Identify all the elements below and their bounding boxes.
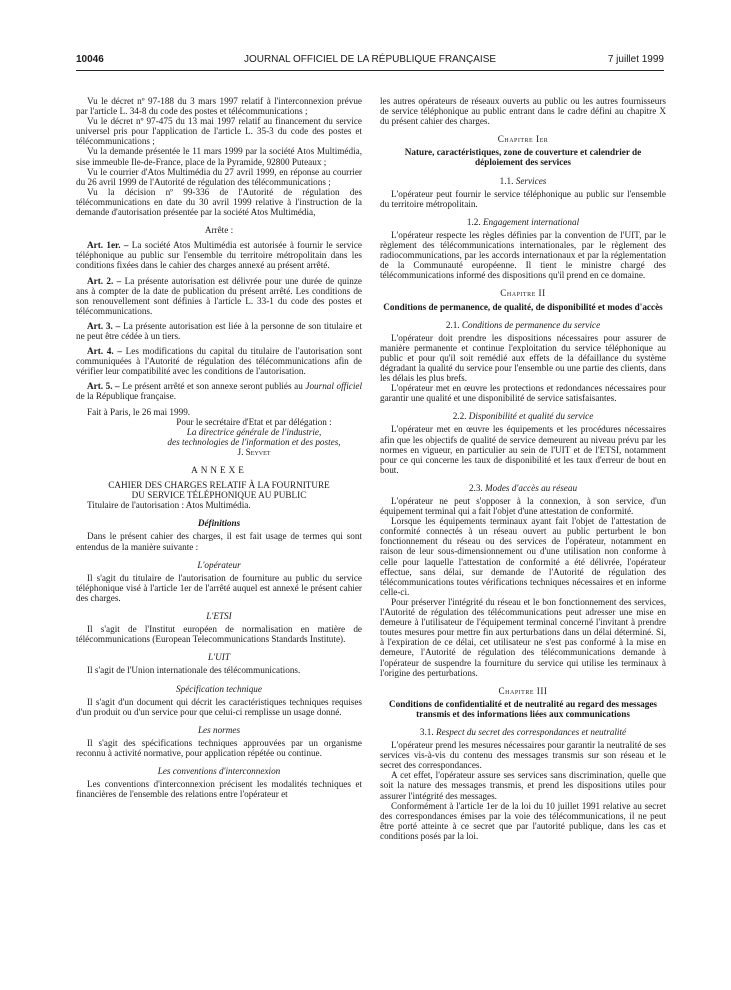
- article-4: [76, 346, 362, 376]
- section-title: Services: [515, 175, 547, 186]
- visa-paragraph: Vu le décret nº 97-188 du 3 mars 1997 relatif à l'interconnexion prévue par l'article L. 34-8 du code des postes et télécommunications ;: [76, 96, 362, 117]
- article-label: Art. 2. –: [87, 275, 122, 286]
- issue-date: 7 juillet 1999: [607, 54, 664, 65]
- section-text: A cet effet, l'opérateur assure ses services sans discrimination, quelle que soit la nature des messages transmis, et prend les dispositions utiles pour assurer l'intégrité des messages.: [380, 770, 666, 801]
- definition-text: Il s'agit des spécifications techniques approuvées par un organisme reconnu à activité normative, pour application répétée ou continue.: [76, 737, 362, 758]
- chapter-title: Conditions de permanence, de qualité, de disponibilité et modes d'accès: [383, 301, 663, 312]
- section-title: Modes d'accès au réseau: [485, 482, 578, 493]
- definition-term: Les conventions d'interconnexion: [157, 766, 281, 777]
- definition-term: L'UIT: [208, 652, 230, 663]
- continued-text: les autres opérateurs de réseaux ouverts au public ou les autres fournisseurs de service téléphonique au public entrant dans le cadre défini au chapitre X du présent cahier des charges.: [380, 96, 666, 127]
- article-label: Art. 1er. –: [87, 240, 129, 251]
- section-number: 2.1.: [445, 319, 460, 330]
- journal-officiel-ref: Journal officiel: [305, 381, 363, 392]
- definition-term: L'opérateur: [197, 559, 241, 570]
- titulaire-line: Titulaire de l'autorisation : Atos Multimédia.: [87, 500, 251, 511]
- section-number: 2.2.: [452, 411, 467, 422]
- section-text: Conformément à l'article 1er de la loi du 10 juillet 1991 relative au secret des correspondances émises par la voie des télécommunications, il ne peut être porté atteinte à ce secret que par l'autorité publique, dans les cas et conditions posés par la loi.: [380, 800, 666, 841]
- article-label: Art. 4. –: [87, 346, 122, 357]
- section-heading: [380, 176, 666, 186]
- section-heading: [380, 483, 666, 493]
- signature-line: Pour le secrétaire d'Etat et par délégation :: [176, 416, 332, 427]
- section-number: 2.3.: [468, 482, 483, 493]
- definitions-text: Dans le présent cahier des charges, il est fait usage de termes qui sont entendus de la manière suivante :: [76, 531, 362, 552]
- article-3: [76, 321, 362, 341]
- section-number: 3.1.: [419, 726, 434, 737]
- chapter-title: Conditions de confidentialité et de neutralité au regard des messages transmis et des informations liées aux communications: [388, 698, 658, 719]
- chapter-title: Nature, caractéristiques, zone de couverture et calendrier de déploiement des services: [404, 147, 642, 168]
- definition-text: Les conventions d'interconnexion précisent les modalités techniques et financières de l'ensemble des relations entre l'opérateur et: [76, 779, 362, 800]
- section-title: Respect du secret des correspondances et neutralité: [435, 726, 627, 737]
- definition-term: Spécification technique: [176, 683, 262, 694]
- section-title: Disponibilité et qualité du service: [468, 411, 594, 422]
- article-2: [76, 276, 362, 316]
- section-heading: [380, 727, 666, 737]
- article-text: La présente autorisation est liée à la personne de son titulaire et ne peut être cédée à un tiers.: [76, 320, 363, 341]
- definition-text: Il s'agit de l'Institut européen de normalisation en matière de télécommunications (European Telecommunications Standards Institute).: [76, 624, 362, 645]
- section-number: 1.2.: [466, 216, 481, 227]
- visa-paragraph: Vu la demande présentée le 11 mars 1999 par la société Atos Multimédia, sise immeuble Ile-de-France, place de la Pyramide, 92800 Puteaux ;: [76, 146, 362, 167]
- article-label: Art. 5. –: [87, 381, 120, 392]
- section-title: Conditions de permanence du service: [461, 319, 601, 330]
- article-text: Le présent arrêté et son annexe seront publiés au: [122, 381, 306, 392]
- definition-text: Il s'agit de l'Union internationale des télécommunications.: [87, 665, 301, 676]
- visa-paragraph: Vu le décret nº 97-475 du 13 mai 1997 relatif au financement du service universel pris pour l'application de l'article L. 35-3 du code des postes et télécommunications ;: [76, 116, 362, 147]
- chapter-heading: Chapitre III: [498, 685, 548, 696]
- article-label: Art. 3. –: [87, 320, 121, 331]
- cahier-title: CAHIER DES CHARGES RELATIF À LA FOURNITURE: [108, 480, 330, 491]
- page-header: [76, 50, 664, 71]
- article-text: La présente autorisation est délivrée pour une durée de quinze ans à compter de la date de publication du présent arrêté. Les conditions de son renouvellement sont définies à l'article L. 33-1 du code des postes et télécommunications.: [76, 275, 362, 316]
- signature-line: des technologies de l'information et des postes,: [167, 436, 341, 447]
- section-text: L'opérateur ne peut s'opposer à la connexion, à son service, d'un équipement terminal qui a fait l'objet d'une attestation de conformité.: [380, 496, 666, 517]
- article-text: La société Atos Multimédia est autorisée à fournir le service téléphonique au public sur l'ensemble du territoire métropolitain dans les conditions fixées dans le cahier des charges annexé au présent arrêté.: [76, 240, 362, 271]
- section-text: L'opérateur doit prendre les dispositions nécessaires pour assurer de manière permanente et continue l'exploitation du service téléphonique au public et pour qu'il soit remédié aux effets de la défaillance du système dégradant la qualité du service pour l'ensemble ou une partie des clients, dans les délais les plus brefs.: [380, 332, 666, 384]
- section-title: Engagement international: [482, 216, 580, 227]
- article-text: Les modifications du capital du titulaire de l'autorisation sont communiquées à l'Autorité de régulation des télécommunications afin de vérifier leur compatibilité avec les conditions de l'autorisation.: [76, 346, 363, 377]
- left-column: [76, 96, 362, 799]
- section-text: L'opérateur met en œuvre les équipements et les procédures nécessaires afin que les objectifs de qualité de service demeurent au niveau prévu par les normes en vigueur, en particulier au sein de l'UIT et de l'ETSI, notamment pour ce qui concerne les taux de disponibilité et les taux d'erreur de bout en bout.: [380, 424, 666, 475]
- section-heading: [380, 320, 666, 330]
- section-text: Pour préserver l'intégrité du réseau et le bon fonctionnement des services, l'Autorité de régulation des télécommunications peut adresser une mise en demeure à l'utilisateur de l'équipement terminal concerné l'invitant à prendre toutes mesures pour mettre fin aux perturbations dans un délai déterminé. Si, à l'expiration de ce délai, cet utilisateur ne s'est pas conformé à la mise en demeure, l'Autorité de régulation des télécommunications demande à l'opérateur de suspendre la fourniture du service qui utilise les terminaux à l'origine des perturbations.: [380, 596, 666, 678]
- cahier-title: DU SERVICE TÉLÉPHONIQUE AU PUBLIC: [131, 490, 307, 501]
- chapter-heading: Chapitre II: [500, 288, 546, 299]
- section-text: L'opérateur respecte les règles définies par la convention de l'UIT, par le règlement des télécommunications internationales, par le règlement des radiocommunications, par les accords internationaux et par la réglementation de la Communauté européenne. Il tient le ministre chargé des télécommunications informé des dispositions qu'il prend en ce domaine.: [380, 229, 666, 281]
- definition-text: Il s'agit du titulaire de l'autorisation de fourniture au public du service téléphonique visé à l'article 1er de l'arrêté auquel est annexé le présent cahier des charges.: [76, 572, 362, 603]
- chapter-heading: Chapitre Ier: [497, 134, 549, 145]
- fait-line: Fait à Paris, le 26 mai 1999.: [87, 406, 191, 417]
- section-heading: [380, 411, 666, 421]
- article-1: [76, 240, 362, 270]
- signature-line: La directrice générale de l'industrie,: [186, 426, 322, 437]
- section-text: L'opérateur met en œuvre les protections et redondances nécessaires pour garantir une qualité et une disponibilité de service satisfaisantes.: [380, 383, 666, 404]
- signatory-name: J. Seyvet: [237, 446, 271, 457]
- arrete-heading: Arrête :: [204, 225, 234, 236]
- page-number: 10046: [76, 54, 104, 65]
- journal-title: JOURNAL OFFICIEL DE LA RÉPUBLIQUE FRANÇAISE: [243, 54, 497, 65]
- section-text: L'opérateur prend les mesures nécessaires pour garantir la neutralité de ses services vis-à-vis du contenu des messages transmis sur son réseau et le secret des correspondances.: [380, 740, 666, 771]
- definition-term: Les normes: [197, 724, 241, 735]
- visa-paragraph: Vu le courrier d'Atos Multimédia du 27 avril 1999, en réponse au courrier du 26 avril 1999 de l'Autorité de régulation des télécommunications ;: [76, 166, 362, 187]
- definition-text: Il s'agit d'un document qui décrit les caractéristiques techniques requises d'un produit ou d'un service pour que celui-ci remplisse un usage donné.: [76, 696, 362, 717]
- section-text: Lorsque les équipements terminaux ayant fait l'objet de l'attestation de conformité connectés à un réseau ouvert au public perturbent le bon fonctionnement du réseau ou des services de l'opérateur, notamment en raison de leur sous-dimensionnement ou d'une utilisation non conforme à celle pour laquelle l'attestation de conformité a été délivrée, l'opérateur effectue, sans délai, sur demande de l'Autorité de régulation des télécommunications toutes vérifications techniques nécessaires et en informe celle-ci.: [380, 516, 666, 597]
- definitions-heading: Définitions: [197, 518, 241, 529]
- section-text: L'opérateur peut fournir le service téléphonique au public sur l'ensemble du territoire métropolitain.: [380, 188, 666, 209]
- right-column: [380, 96, 666, 841]
- article-5: [76, 381, 362, 401]
- section-number: 1.1.: [499, 175, 514, 186]
- article-text: de la République française.: [76, 391, 176, 402]
- section-heading: [380, 217, 666, 227]
- annexe-heading: ANNEXE: [191, 465, 247, 475]
- visa-paragraph: Vu la décision nº 99-336 de l'Autorité de régulation des télécommunications en date du 30 avril 1999 relative à l'instruction de la demande d'autorisation présentée par la société Atos Multimédia,: [76, 186, 362, 218]
- definition-term: L'ETSI: [206, 611, 232, 622]
